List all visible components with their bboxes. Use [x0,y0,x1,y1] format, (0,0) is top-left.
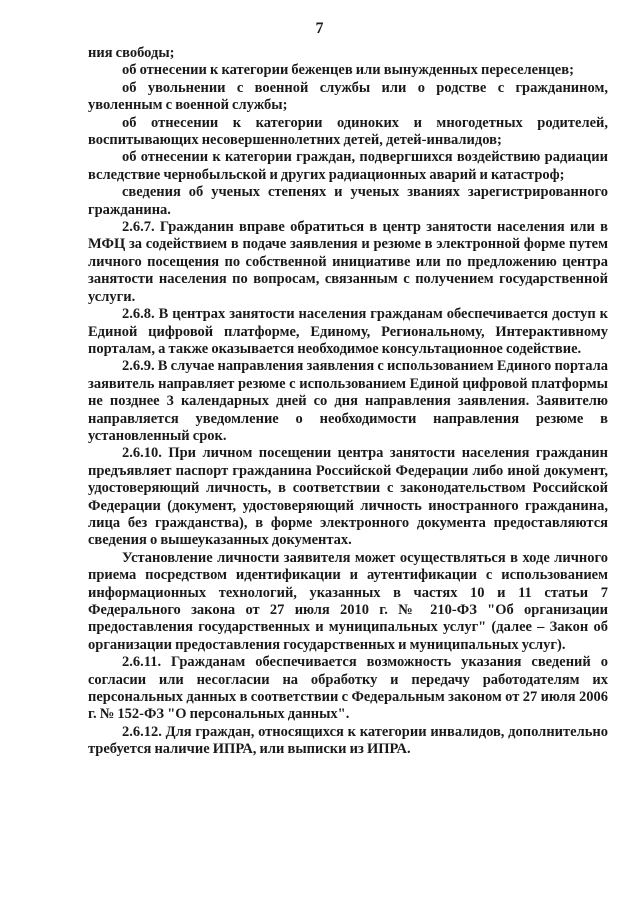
page-number: 7 [315,20,324,37]
document-body [88,45,608,759]
paragraph-2-6-12: 2.6.12. Для граждан, относящихся к категории инвалидов, дополнительно требуется наличие ИПРА, или выписки из ИПРА. [88,723,608,758]
paragraph-refugees: об отнесении к категории беженцев или вынужденных переселенцев; [122,62,574,79]
paragraph-2-6-10: 2.6.10. При личном посещении центра занятости населения гражданин предъявляет паспорт гражданина Российской Федерации либо иной документ, удостоверяющий личность, в соответствии с законодательством Российской Федерации (документ, удостоверяющий личность иностранного гражданина, лица без гражданства), в форме электронного документа предоставляются сведения о вышеуказанных документах. [88,445,608,549]
paragraph-single-parents: об отнесении к категории одиноких и многодетных родителей, воспитывающих несовершеннолетних детей, детей-инвалидов; [88,114,608,149]
paragraph-military-discharge: об увольнении с военной службы или о родстве с гражданином, уволенным с военной службы; [88,79,608,114]
paragraph-2-6-7: 2.6.7. Гражданин вправе обратиться в центр занятости населения или в МФЦ за содействием в подаче заявления и резюме в электронной форме путем личного посещения по собственной инициативе или по предложению центра занятости населения по вопросам, связанным с получением государственной услуги. [88,219,608,305]
paragraph-2-6-8: 2.6.8. В центрах занятости населения гражданам обеспечивается доступ к Единой цифровой платформе, Единому, Региональному, Интерактивному порталам, а также оказывается необходимое консультационное содействие. [88,306,608,357]
paragraph-academic-degrees: сведения об ученых степенях и ученых званиях зарегистрированного гражданина. [88,184,608,218]
paragraph-2-6-11: 2.6.11. Гражданам обеспечивается возможность указания сведений о согласии или несогласии на обработку и передачу работодателям их персональных данных в соответствии с Федеральным законом от 27 июля 2006 г. № 152-ФЗ "О персональных данных". [88,654,608,723]
paragraph-radiation: об отнесении к категории граждан, подвергшихся воздействию радиации вследствие чернобыльской и других радиационных аварий и катастроф; [88,149,608,183]
paragraph-2-6-9: 2.6.9. В случае направления заявления с использованием Единого портала заявитель направляет резюме с использованием Единой цифровой платформы не позднее 3 календарных дней со дня направления заявления. Заявителю направляется уведомление о необходимости направления резюме в установленный срок. [88,358,608,444]
paragraph-continuation: ния свободы; [88,45,175,61]
paragraph-identity-verification: Установление личности заявителя может осуществляться в ходе личного приема посредством идентификации и аутентификации с использованием информационных технологий, указанных в частях 10 и 11 статьи 7 Федерального закона от 27 июля 2010 г. № 210-ФЗ "Об организации предоставления государственных и муниципальных услуг" (далее – Закон об организации предоставления государственных и муниципальных услуг). [88,549,608,653]
